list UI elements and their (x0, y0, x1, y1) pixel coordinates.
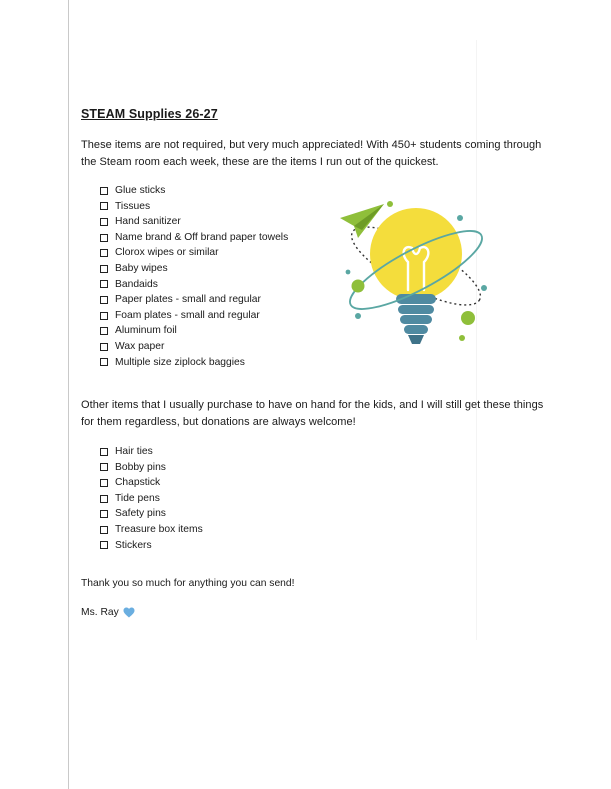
checklist-item-label: Hair ties (115, 446, 153, 457)
extra-item (100, 475, 203, 491)
checklist-item-label: Bandaids (115, 278, 158, 290)
scan-edge-line (68, 0, 69, 789)
thank-you-note: Thank you so much for anything you can send! (81, 578, 295, 589)
checklist-item-label: Paper plates - small and regular (115, 294, 261, 306)
supply-item (100, 183, 288, 199)
checklist-item-label: Foam plates - small and regular (115, 309, 260, 321)
supply-item (100, 323, 288, 339)
checklist-item-label: Multiple size ziplock baggies (115, 356, 245, 368)
checklist-item-label: Name brand & Off brand paper towels (115, 231, 289, 243)
empty-checkbox-icon[interactable] (100, 265, 108, 273)
checklist-item-label: Tissues (115, 200, 151, 212)
empty-checkbox-icon[interactable] (100, 463, 108, 471)
supply-item (100, 355, 288, 371)
extra-item (100, 522, 203, 538)
supply-item (100, 308, 288, 324)
supply-item (100, 214, 288, 230)
extra-item (100, 444, 203, 460)
empty-checkbox-icon[interactable] (100, 280, 108, 288)
extra-item (100, 506, 203, 522)
other-items-paragraph: Other items that I usually purchase to have on hand for the kids, and I will still get these things for them regardless, but donations are always welcome! (81, 399, 544, 428)
lightbulb-paper-plane-icon (338, 196, 494, 352)
page-title: STEAM Supplies 26-27 (81, 107, 218, 121)
blue-heart-icon (123, 607, 135, 618)
empty-checkbox-icon[interactable] (100, 202, 108, 210)
empty-checkbox-icon[interactable] (100, 296, 108, 304)
empty-checkbox-icon[interactable] (100, 526, 108, 534)
empty-checkbox-icon[interactable] (100, 218, 108, 226)
empty-checkbox-icon[interactable] (100, 343, 108, 351)
supply-item (100, 261, 288, 277)
checklist-item-label: Aluminum foil (115, 325, 177, 337)
empty-checkbox-icon[interactable] (100, 249, 108, 257)
extra-items-checklist (100, 444, 203, 553)
signature-name: Ms. Ray (81, 607, 119, 618)
checklist-item-label: Bobby pins (115, 461, 166, 473)
checklist-item-label: Safety pins (115, 508, 166, 520)
empty-checkbox-icon[interactable] (100, 510, 108, 518)
extra-item (100, 538, 203, 554)
checklist-item-label: Stickers (115, 539, 152, 551)
empty-checkbox-icon[interactable] (100, 448, 108, 456)
checklist-item-label: Chapstick (115, 477, 161, 489)
checklist-item-label: Hand sanitizer (115, 216, 181, 228)
checklist-item-label: Glue sticks (115, 185, 166, 196)
empty-checkbox-icon[interactable] (100, 312, 108, 320)
checklist-item-label: Wax paper (115, 340, 165, 352)
empty-checkbox-icon[interactable] (100, 541, 108, 549)
supplies-checklist (100, 183, 288, 370)
signature (81, 607, 135, 618)
extra-item (100, 460, 203, 476)
supply-item (100, 339, 288, 355)
checklist-item-label: Baby wipes (115, 262, 168, 274)
supply-item (100, 230, 288, 246)
supply-item (100, 245, 288, 261)
supply-item (100, 277, 288, 293)
checklist-item-label: Clorox wipes or similar (115, 247, 219, 259)
empty-checkbox-icon[interactable] (100, 495, 108, 503)
empty-checkbox-icon[interactable] (100, 234, 108, 242)
empty-checkbox-icon[interactable] (100, 187, 108, 195)
intro-paragraph: These items are not required, but very much appreciated! With 450+ students coming through the Steam room each week, these are the items I run out of the quickest. (81, 139, 542, 168)
supply-item (100, 199, 288, 215)
empty-checkbox-icon[interactable] (100, 479, 108, 487)
checklist-item-label: Treasure box items (115, 523, 203, 535)
supply-item (100, 292, 288, 308)
checklist-item-label: Tide pens (115, 492, 160, 504)
extra-item (100, 491, 203, 507)
empty-checkbox-icon[interactable] (100, 358, 108, 366)
empty-checkbox-icon[interactable] (100, 327, 108, 335)
